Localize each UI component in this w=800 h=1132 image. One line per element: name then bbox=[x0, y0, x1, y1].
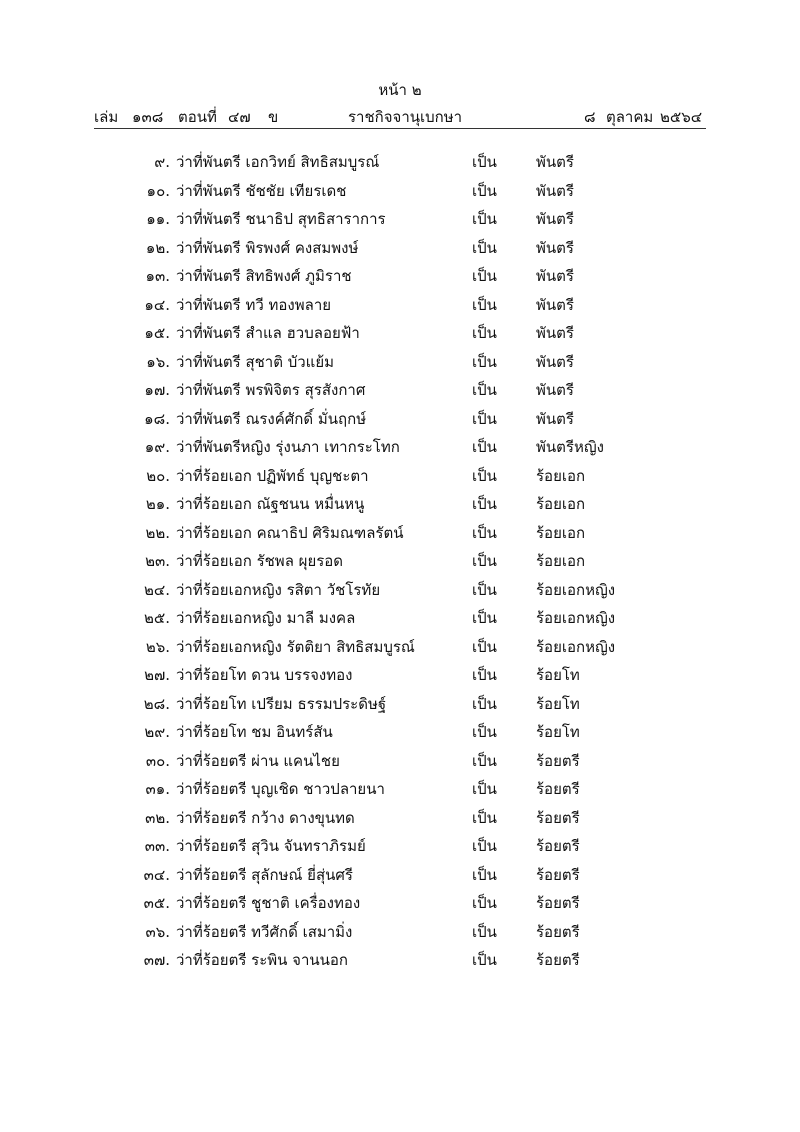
entry-rank: พันตรี bbox=[536, 181, 574, 200]
list-item bbox=[0, 692, 800, 721]
entry-name: ว่าที่ร้อยเอก ปฏิพัทธ์ บุญชะตา bbox=[176, 466, 369, 485]
list-item bbox=[0, 492, 800, 521]
entry-verb: เป็น bbox=[472, 267, 497, 285]
entry-name: ว่าที่พันตรี เอกวิทย์ สิทธิสมบูรณ์ bbox=[176, 153, 380, 171]
entry-number: ๒๑. bbox=[145, 495, 170, 513]
date-year: ๒๕๖๔ bbox=[660, 108, 703, 126]
list-item bbox=[0, 435, 800, 464]
list-item bbox=[0, 264, 800, 293]
list-item bbox=[0, 663, 800, 692]
entry-rank: พันตรี bbox=[536, 409, 574, 428]
entry-name: ว่าที่ร้อยเอกหญิง มาลี มงคล bbox=[176, 609, 356, 627]
entry-name: ว่าที่ร้อยตรี กว้าง ดางขุนทด bbox=[176, 808, 355, 827]
entry-name: ว่าที่พันตรี สำแล ฮวบลอยฟ้า bbox=[176, 324, 360, 342]
entry-rank: พันตรี bbox=[536, 267, 574, 285]
entry-verb: เป็น bbox=[472, 780, 497, 798]
list-item bbox=[0, 549, 800, 578]
entry-rank: พันตรี bbox=[536, 324, 574, 342]
entry-number: ๑๓. bbox=[145, 267, 170, 285]
entry-rank: ร้อยตรี bbox=[536, 808, 580, 827]
list-item bbox=[0, 521, 800, 550]
entry-verb: เป็น bbox=[472, 438, 497, 456]
gazette-header bbox=[94, 106, 706, 128]
entry-name: ว่าที่พันตรี สิทธิพงศ์ ภูมิราช bbox=[176, 267, 352, 285]
section-letter: ข bbox=[268, 108, 279, 126]
list-item bbox=[0, 806, 800, 835]
entry-verb: เป็น bbox=[472, 666, 497, 684]
header-divider bbox=[94, 128, 706, 129]
entry-number: ๒๕. bbox=[143, 609, 170, 627]
entry-rank: พันตรี bbox=[536, 210, 574, 228]
entry-number: ๒๔. bbox=[143, 580, 170, 599]
entry-number: ๓๒. bbox=[145, 808, 170, 827]
entry-rank: ร้อยตรี bbox=[536, 751, 580, 770]
entry-verb: เป็น bbox=[472, 894, 497, 912]
entry-name: ว่าที่พันตรี ชนาธิป สุทธิสาราการ bbox=[176, 210, 386, 228]
entry-number: ๒๙. bbox=[144, 723, 170, 741]
entry-name: ว่าที่ร้อยโท ดวน บรรจงทอง bbox=[176, 666, 353, 684]
entry-rank: ร้อยตรี bbox=[536, 951, 580, 969]
list-item bbox=[0, 578, 800, 607]
entry-number: ๒๐. bbox=[146, 466, 170, 485]
entry-number: ๒๒. bbox=[145, 523, 170, 542]
entry-verb: เป็น bbox=[472, 751, 497, 770]
entry-number: ๙. bbox=[154, 153, 170, 171]
page-number-value: ๒ bbox=[411, 81, 422, 99]
entry-name: ว่าที่ร้อยเอก คณาธิป ศิริมณฑลรัตน์ bbox=[176, 523, 404, 542]
entry-name: ว่าที่ร้อยเอกหญิง รัตติยา สิทธิสมบูรณ์ bbox=[176, 637, 415, 656]
list-item bbox=[0, 635, 800, 664]
entry-verb: เป็น bbox=[472, 210, 497, 228]
issue-label: ตอนที่ bbox=[178, 108, 217, 126]
entry-name: ว่าที่พันตรี ทวี ทองพลาย bbox=[176, 295, 332, 314]
entry-number: ๑๘. bbox=[144, 409, 170, 428]
entry-name: ว่าที่ร้อยตรี ชูชาติ เครื่องทอง bbox=[176, 894, 361, 912]
entry-verb: เป็น bbox=[472, 837, 497, 855]
entry-number: ๒๓. bbox=[145, 552, 170, 570]
entry-name: ว่าที่พันตรีหญิง รุ่งนภา เทากระโทก bbox=[176, 438, 400, 456]
list-item bbox=[0, 863, 800, 892]
entry-rank: ร้อยตรี bbox=[536, 894, 580, 912]
entry-rank: ร้อยเอกหญิง bbox=[536, 637, 616, 656]
entry-name: ว่าที่ร้อยตรี บุญเชิด ชาวปลายนา bbox=[176, 780, 385, 798]
entry-verb: เป็น bbox=[472, 295, 497, 314]
entry-verb: เป็น bbox=[472, 495, 497, 513]
entry-rank: พันตรีหญิง bbox=[536, 438, 604, 456]
entry-verb: เป็น bbox=[472, 609, 497, 627]
list-item bbox=[0, 834, 800, 863]
entry-number: ๑๒. bbox=[145, 238, 170, 257]
volume-number: ๑๓๘ bbox=[132, 108, 164, 126]
entry-verb: เป็น bbox=[472, 580, 497, 599]
entry-name: ว่าที่ร้อยเอก รัชพล ผุยรอด bbox=[176, 552, 344, 570]
list-item bbox=[0, 464, 800, 493]
list-item bbox=[0, 207, 800, 236]
entry-number: ๓๖. bbox=[145, 922, 170, 941]
entry-rank: พันตรี bbox=[536, 238, 574, 257]
entry-rank: ร้อยเอกหญิง bbox=[536, 580, 616, 599]
page-number bbox=[0, 80, 800, 100]
entry-number: ๑๖. bbox=[146, 352, 170, 371]
entry-verb: เป็น bbox=[472, 865, 497, 884]
entry-verb: เป็น bbox=[472, 523, 497, 542]
entry-verb: เป็น bbox=[472, 352, 497, 371]
list-item bbox=[0, 948, 800, 977]
list-item bbox=[0, 777, 800, 806]
entry-rank: ร้อยเอก bbox=[536, 495, 586, 513]
entry-rank: ร้อยตรี bbox=[536, 922, 580, 941]
entry-name: ว่าที่ร้อยตรี สุวิน จันทราภิรมย์ bbox=[176, 837, 366, 855]
list-item bbox=[0, 150, 800, 179]
entry-name: ว่าที่พันตรี ณรงค์ศักดิ์ มั่นฤกษ์ bbox=[176, 409, 367, 428]
entry-verb: เป็น bbox=[472, 637, 497, 656]
list-item bbox=[0, 179, 800, 208]
list-item bbox=[0, 407, 800, 436]
list-item bbox=[0, 350, 800, 379]
list-item bbox=[0, 606, 800, 635]
entry-rank: พันตรี bbox=[536, 153, 574, 171]
list-item bbox=[0, 236, 800, 265]
entry-verb: เป็น bbox=[472, 808, 497, 827]
entry-name: ว่าที่ร้อยตรี ระพิน จานนอก bbox=[176, 951, 348, 969]
entry-number: ๑๔. bbox=[144, 295, 170, 314]
entry-rank: ร้อยโท bbox=[536, 666, 580, 684]
entry-rank: ร้อยตรี bbox=[536, 780, 580, 798]
date-month: ตุลาคม bbox=[606, 108, 654, 126]
entry-name: ว่าที่ร้อยเอกหญิง รสิตา วัชโรทัย bbox=[176, 580, 381, 599]
issue-number: ๔๗ bbox=[228, 108, 251, 126]
entry-rank: ร้อยตรี bbox=[536, 837, 580, 855]
entry-verb: เป็น bbox=[472, 381, 497, 399]
list-item bbox=[0, 378, 800, 407]
volume-label: เล่ม bbox=[94, 108, 119, 126]
entry-verb: เป็น bbox=[472, 153, 497, 171]
gazette-title: ราชกิจจานุเบกษา bbox=[348, 108, 463, 126]
appointment-list bbox=[0, 150, 800, 977]
entry-number: ๑๙. bbox=[144, 438, 170, 456]
entry-rank: ร้อยเอก bbox=[536, 466, 586, 485]
date-day: ๘ bbox=[584, 108, 596, 126]
entry-number: ๓๕. bbox=[143, 894, 170, 912]
entry-name: ว่าที่ร้อยตรี สุลักษณ์ ยี่สุ่นศรี bbox=[176, 865, 353, 884]
entry-number: ๓๑. bbox=[145, 780, 170, 798]
list-item bbox=[0, 720, 800, 749]
list-item bbox=[0, 321, 800, 350]
entry-verb: เป็น bbox=[472, 951, 497, 969]
entry-name: ว่าที่พันตรี สุชาติ บัวแย้ม bbox=[176, 352, 334, 371]
entry-verb: เป็น bbox=[472, 466, 497, 485]
entry-number: ๑๑. bbox=[146, 210, 170, 228]
entry-name: ว่าที่พันตรี พรพิจิตร สุรสังกาศ bbox=[176, 381, 366, 399]
list-item bbox=[0, 749, 800, 778]
entry-rank: ร้อยเอก bbox=[536, 523, 586, 542]
entry-name: ว่าที่ร้อยโท ชม อินทร์สัน bbox=[176, 723, 333, 741]
entry-verb: เป็น bbox=[472, 181, 497, 200]
entry-rank: ร้อยโท bbox=[536, 694, 580, 713]
entry-number: ๑๕. bbox=[144, 324, 170, 342]
entry-name: ว่าที่พันตรี พิรพงศ์ คงสมพงษ์ bbox=[176, 238, 359, 257]
entry-rank: พันตรี bbox=[536, 381, 574, 399]
entry-verb: เป็น bbox=[472, 409, 497, 428]
entry-verb: เป็น bbox=[472, 552, 497, 570]
entry-verb: เป็น bbox=[472, 324, 497, 342]
entry-rank: ร้อยโท bbox=[536, 723, 580, 741]
entry-number: ๓๓. bbox=[144, 837, 170, 855]
list-item bbox=[0, 891, 800, 920]
entry-name: ว่าที่ร้อยตรี ทวีศักดิ์ เสมามิ่ง bbox=[176, 922, 353, 941]
entry-name: ว่าที่ร้อยเอก ณัฐชนน หมื่นหนู bbox=[176, 495, 365, 513]
entry-number: ๒๖. bbox=[145, 637, 170, 656]
list-item bbox=[0, 293, 800, 322]
entry-number: ๓๗. bbox=[143, 951, 170, 969]
entry-rank: ร้อยเอก bbox=[536, 552, 586, 570]
entry-number: ๑๗. bbox=[144, 381, 170, 399]
entry-number: ๑๐. bbox=[146, 181, 170, 200]
entry-number: ๒๗. bbox=[144, 666, 170, 684]
list-item bbox=[0, 920, 800, 949]
entry-number: ๒๘. bbox=[143, 694, 170, 713]
entry-number: ๓๔. bbox=[143, 865, 170, 884]
entry-verb: เป็น bbox=[472, 694, 497, 713]
entry-name: ว่าที่พันตรี ชัชชัย เทียรเดช bbox=[176, 181, 347, 200]
entry-rank: พันตรี bbox=[536, 295, 574, 314]
entry-rank: พันตรี bbox=[536, 352, 574, 371]
page-label: หน้า bbox=[378, 81, 407, 99]
entry-name: ว่าที่ร้อยโท เปรียม ธรรมประดิษฐ์ bbox=[176, 694, 387, 713]
entry-verb: เป็น bbox=[472, 238, 497, 257]
entry-verb: เป็น bbox=[472, 922, 497, 941]
entry-name: ว่าที่ร้อยตรี ผ่าน แคนไชย bbox=[176, 751, 340, 770]
entry-rank: ร้อยตรี bbox=[536, 865, 580, 884]
entry-rank: ร้อยเอกหญิง bbox=[536, 609, 616, 627]
entry-number: ๓๐. bbox=[145, 751, 170, 770]
entry-verb: เป็น bbox=[472, 723, 497, 741]
